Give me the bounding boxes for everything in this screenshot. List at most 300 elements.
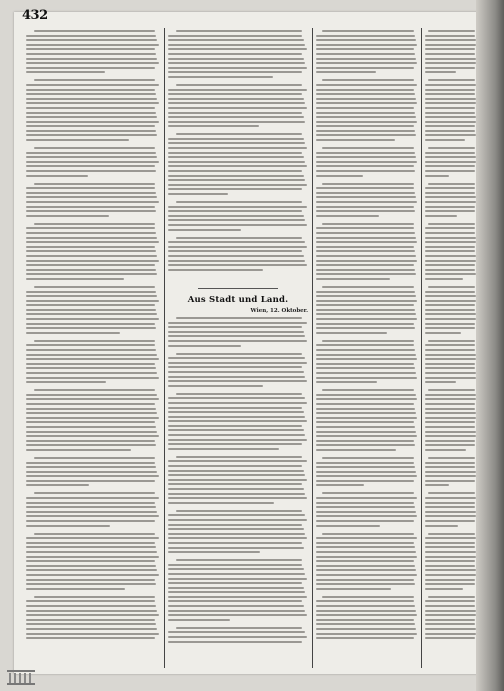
text-line [316, 440, 414, 442]
text-paragraph [168, 30, 308, 78]
text-line [168, 497, 307, 499]
text-paragraph [425, 223, 477, 280]
text-line [316, 511, 416, 513]
text-line [428, 340, 475, 342]
text-line [168, 246, 307, 248]
text-line [26, 62, 159, 64]
text-line [322, 596, 414, 598]
text-paragraph [168, 237, 308, 271]
text-line [316, 431, 416, 433]
text-column-1 [26, 30, 160, 668]
text-line [168, 411, 304, 413]
text-line [26, 525, 110, 527]
text-paragraph [316, 533, 418, 590]
text-line [428, 183, 475, 185]
text-line [316, 381, 377, 383]
text-line [168, 67, 307, 69]
text-line [26, 426, 156, 428]
text-paragraph [168, 201, 308, 231]
text-line [168, 591, 305, 593]
text-line [316, 408, 415, 410]
text-paragraph [316, 389, 418, 451]
text-line [168, 345, 241, 347]
text-line [316, 102, 417, 104]
text-line [26, 255, 157, 257]
text-line [168, 179, 305, 181]
text-line [425, 367, 475, 369]
text-line [168, 434, 305, 436]
text-line [168, 138, 304, 140]
text-line [168, 224, 307, 226]
text-line [425, 421, 475, 423]
text-line [26, 44, 159, 46]
text-line [425, 264, 475, 266]
dateline: Wien, 12. Oktober. [250, 308, 308, 314]
text-line [316, 435, 417, 437]
text-line [168, 614, 307, 616]
text-line [168, 519, 307, 521]
text-line [316, 637, 414, 639]
text-line [26, 569, 157, 571]
text-line [316, 196, 416, 198]
text-line [26, 237, 157, 239]
text-line [316, 475, 417, 477]
text-line [26, 372, 157, 374]
text-line [425, 187, 475, 189]
text-line [26, 637, 155, 639]
text-line [26, 318, 159, 320]
text-line [425, 525, 458, 527]
text-line [316, 426, 415, 428]
text-line [316, 48, 414, 50]
text-line [168, 121, 305, 123]
text-line [26, 537, 159, 539]
text-line [26, 480, 155, 482]
text-paragraph [425, 533, 477, 590]
text-line [26, 53, 156, 55]
text-line [425, 48, 475, 50]
text-line [168, 474, 305, 476]
text-line [26, 250, 156, 252]
text-line [425, 394, 476, 396]
text-line [316, 304, 414, 306]
text-line [168, 71, 302, 73]
text-line [26, 367, 156, 369]
text-line [168, 170, 302, 172]
text-line [425, 466, 475, 468]
text-line [168, 641, 302, 643]
text-line [26, 112, 156, 114]
text-line [26, 623, 156, 625]
text-line [316, 300, 417, 302]
text-line [425, 71, 456, 73]
text-line [168, 89, 307, 91]
text-line [316, 600, 414, 602]
text-line [316, 273, 416, 275]
column-rule [421, 28, 422, 668]
text-line [34, 389, 155, 391]
text-line [34, 223, 155, 225]
text-line [316, 484, 364, 486]
text-line [316, 323, 414, 325]
text-line [316, 525, 380, 527]
text-line [425, 98, 476, 100]
text-line [26, 161, 159, 163]
text-line [316, 462, 414, 464]
text-paragraph [425, 30, 477, 73]
text-line [316, 619, 414, 621]
text-line [425, 232, 475, 234]
text-line [425, 579, 475, 581]
text-line [168, 229, 241, 231]
text-line [26, 93, 156, 95]
text-line [425, 210, 475, 212]
text-paragraph [26, 223, 160, 280]
text-line [26, 484, 89, 486]
text-line [316, 139, 395, 141]
text-line [316, 134, 416, 136]
text-line [168, 62, 305, 64]
text-line [425, 58, 476, 60]
text-line [316, 187, 414, 189]
text-line [428, 223, 475, 225]
text-line [34, 533, 155, 535]
text-line [425, 560, 475, 562]
text-line [26, 511, 157, 513]
text-line [425, 192, 475, 194]
text-line [176, 393, 302, 395]
text-line [168, 184, 307, 186]
text-line [316, 161, 417, 163]
text-line [34, 30, 155, 32]
text-line [26, 71, 105, 73]
text-line [168, 206, 307, 208]
text-paragraph [26, 286, 160, 334]
text-line [425, 237, 476, 239]
text-paragraph [425, 79, 477, 141]
text-line [168, 58, 304, 60]
text-line [26, 58, 157, 60]
text-line [176, 84, 302, 86]
text-line [322, 30, 414, 32]
text-line [168, 264, 307, 266]
text-line [316, 403, 414, 405]
text-line [26, 227, 155, 229]
text-line [168, 340, 307, 342]
text-line [316, 67, 414, 69]
text-line [316, 579, 414, 581]
text-line [425, 152, 475, 154]
text-line [425, 372, 476, 374]
text-line [316, 260, 417, 262]
text-line [316, 363, 414, 365]
text-line [26, 201, 159, 203]
text-line [168, 152, 302, 154]
text-line [428, 147, 475, 149]
text-line [168, 39, 304, 41]
text-line [168, 48, 307, 50]
text-line [425, 444, 475, 446]
text-line [316, 116, 416, 118]
text-line [425, 201, 476, 203]
text-line [316, 309, 415, 311]
text-line [425, 121, 476, 123]
text-paragraph [168, 393, 308, 450]
text-line [168, 269, 263, 271]
text-line [425, 569, 476, 571]
text-line [425, 600, 475, 602]
text-line [26, 134, 157, 136]
text-line [425, 408, 475, 410]
text-line [425, 39, 476, 41]
text-line [168, 175, 304, 177]
text-line [26, 605, 156, 607]
text-line [176, 30, 302, 32]
text-line [26, 381, 106, 383]
text-line [26, 560, 155, 562]
text-line [322, 286, 414, 288]
text-line [168, 326, 302, 328]
text-line [168, 380, 307, 382]
text-line [425, 637, 475, 639]
text-line [26, 98, 157, 100]
text-line [316, 377, 417, 379]
text-line [26, 278, 124, 280]
text-line [168, 366, 302, 368]
text-paragraph [168, 317, 308, 347]
text-paragraph [26, 30, 160, 73]
text-paragraph [316, 340, 418, 383]
text-line [316, 39, 416, 41]
text-line [425, 35, 475, 37]
text-line [168, 502, 274, 504]
text-line [316, 125, 414, 127]
text-line [26, 440, 155, 442]
text-paragraph [168, 627, 308, 643]
text-line [425, 44, 476, 46]
text-line [168, 582, 302, 584]
text-paragraph [316, 223, 418, 280]
text-line [26, 35, 156, 37]
text-line [425, 471, 476, 473]
text-line [26, 619, 155, 621]
text-line [26, 542, 155, 544]
text-line [26, 327, 156, 329]
text-line [425, 255, 476, 257]
text-line [425, 614, 476, 616]
text-line [425, 300, 476, 302]
text-line [26, 471, 157, 473]
text-line [425, 475, 476, 477]
text-line [168, 596, 307, 598]
text-line [425, 358, 476, 360]
text-line [26, 520, 155, 522]
text-line [425, 502, 475, 504]
text-line [168, 53, 302, 55]
text-line [425, 435, 476, 437]
text-line [425, 546, 475, 548]
text-line [168, 362, 307, 364]
text-line [425, 484, 449, 486]
text-paragraph [316, 492, 418, 526]
text-line [176, 456, 302, 458]
text-line [425, 332, 461, 334]
text-line [168, 255, 304, 257]
text-line [425, 462, 475, 464]
text-line [26, 192, 156, 194]
text-line [316, 227, 414, 229]
text-line [316, 62, 417, 64]
text-line [425, 84, 476, 86]
text-paragraph [26, 340, 160, 383]
text-line [425, 605, 475, 607]
text-line [425, 403, 475, 405]
text-line [168, 193, 228, 195]
text-line [316, 152, 415, 154]
text-line [322, 389, 414, 391]
text-line [34, 79, 155, 81]
text-line [428, 533, 475, 535]
text-line [316, 269, 415, 271]
text-line [316, 515, 417, 517]
text-line [168, 605, 304, 607]
text-line [316, 246, 414, 248]
text-line [316, 421, 414, 423]
text-line [26, 600, 155, 602]
text-paragraph [26, 596, 160, 639]
text-line [316, 610, 416, 612]
text-line [168, 98, 304, 100]
text-line [168, 215, 304, 217]
text-line [34, 340, 155, 342]
text-paragraph [26, 533, 160, 590]
text-line [316, 121, 417, 123]
text-line [425, 227, 475, 229]
text-line [425, 278, 463, 280]
text-line [176, 201, 302, 203]
text-paragraph [26, 492, 160, 526]
text-line [425, 480, 475, 482]
text-line [316, 480, 414, 482]
text-line [168, 331, 304, 333]
text-line [316, 295, 416, 297]
text-line [316, 574, 417, 576]
text-line [26, 579, 155, 581]
text-line [316, 58, 416, 60]
text-paragraph [316, 183, 418, 217]
text-line [316, 156, 416, 158]
text-line [168, 547, 304, 549]
text-paragraph [168, 133, 308, 195]
text-line [425, 511, 476, 513]
text-line [425, 62, 476, 64]
text-line [26, 102, 159, 104]
text-line [322, 492, 414, 494]
text-line [425, 125, 475, 127]
text-line [26, 412, 157, 414]
text-line [316, 44, 417, 46]
text-line [26, 466, 156, 468]
text-line [26, 332, 120, 334]
text-line [168, 587, 304, 589]
text-line [26, 398, 159, 400]
text-line [26, 206, 155, 208]
text-line [316, 367, 415, 369]
text-line [168, 470, 304, 472]
text-line [316, 614, 417, 616]
text-line [168, 125, 259, 127]
text-line [168, 439, 307, 441]
text-line [428, 457, 475, 459]
text-line [316, 165, 414, 167]
text-line [316, 201, 417, 203]
text-line [34, 596, 155, 598]
text-line [428, 389, 475, 391]
text-line [316, 588, 391, 590]
text-line [316, 206, 414, 208]
text-line [316, 560, 414, 562]
text-line [425, 363, 475, 365]
text-column-3 [316, 30, 418, 668]
text-line [168, 465, 302, 467]
text-paragraph [26, 147, 160, 177]
text-line [316, 506, 415, 508]
text-line [26, 170, 156, 172]
text-line [168, 631, 305, 633]
text-line [425, 295, 476, 297]
text-line [26, 449, 131, 451]
text-paragraph [316, 79, 418, 141]
text-line [26, 152, 156, 154]
text-line [26, 565, 156, 567]
text-line [176, 133, 302, 135]
text-line [316, 628, 416, 630]
text-line [168, 397, 305, 399]
text-paragraph [26, 457, 160, 487]
text-line [316, 170, 415, 172]
text-line [316, 241, 417, 243]
text-line [26, 610, 157, 612]
text-line [26, 165, 155, 167]
text-line [168, 376, 305, 378]
text-line [316, 327, 415, 329]
text-line [425, 588, 463, 590]
text-line [316, 349, 415, 351]
text-line [316, 551, 416, 553]
text-line [26, 363, 155, 365]
text-line [316, 466, 415, 468]
text-line [316, 107, 414, 109]
text-paragraph [316, 30, 418, 73]
text-line [176, 627, 302, 629]
text-paragraph [168, 456, 308, 504]
text-line [425, 440, 475, 442]
text-line [26, 421, 155, 423]
text-line [425, 139, 465, 141]
text-line [425, 112, 475, 114]
text-line [316, 569, 416, 571]
text-line [425, 349, 475, 351]
text-line [425, 344, 475, 346]
text-line [425, 102, 476, 104]
text-line [168, 564, 302, 566]
text-paragraph [425, 389, 477, 451]
text-line [425, 377, 476, 379]
text-line [316, 93, 415, 95]
text-line [168, 407, 302, 409]
text-line [26, 546, 156, 548]
text-line [425, 196, 476, 198]
